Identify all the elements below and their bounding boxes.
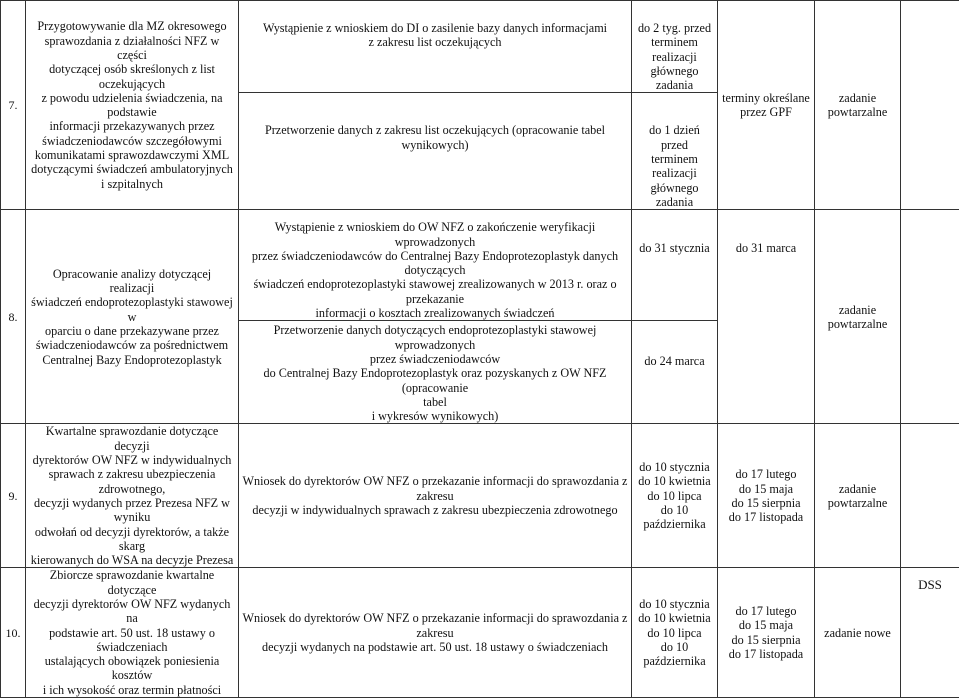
task-type: zadanie powtarzalne (815, 210, 901, 424)
main-deadline: terminy określane przez GPF (718, 1, 815, 210)
main-deadline: do 31 marca (718, 210, 815, 424)
row-number: 8. (1, 210, 26, 424)
task-deadline: do 10 stycznia do 10 kwietnia do 10 lipca do 10 października (632, 424, 718, 568)
task-type: zadanie nowe (815, 568, 901, 698)
task-scope: Zbiorcze sprawozdanie kwartalne dotyczące decyzji dyrektorów OW NFZ wydanych na podstawie art. 50 ust. 18 ustawy o świadczeniach ustalających obowiązek poniesienia kosztów i ich wysokość oraz termin płatności (26, 568, 239, 698)
table-row (1, 1, 959, 93)
row-number: 7. (1, 1, 26, 210)
task-scope: Opracowanie analizy dotyczącej realizacji świadczeń endoprotezoplastyki stawowej w oparciu o dane przekazywane przez świadczeniodawców za pośrednictwem Centralnej Bazy Endoprotezoplastyk (26, 210, 239, 424)
table-row (1, 424, 959, 568)
task-scope: Przygotowywanie dla MZ okresowego sprawozdania z działalności NFZ w części dotyczącej osób skreślonych z list oczekujących z powodu udzielenia świadczenia, na podstawie informacji przekazywanych przez świadczeniodawców szczegółowymi komunikatami sprawozdawczymi XML dotyczącymi świadczeń ambulatoryjnych i szpitalnych (26, 1, 239, 210)
table-row (1, 210, 959, 321)
task-deadline-1: do 2 tyg. przed terminem realizacji głównego zadania (632, 1, 718, 93)
task-action-2: Przetworzenie danych z zakresu list oczekujących (opracowanie tabel wynikowych) (239, 93, 632, 210)
row-number: 10. (1, 568, 26, 698)
responsible-unit (901, 210, 959, 424)
task-deadline-2: do 1 dzień przed terminem realizacji głównego zadania (632, 93, 718, 210)
main-deadline: do 17 lutego do 15 maja do 15 sierpnia do 17 listopada (718, 568, 815, 698)
main-deadline: do 17 lutego do 15 maja do 15 sierpnia do 17 listopada (718, 424, 815, 568)
task-deadline-2: do 24 marca (632, 321, 718, 424)
task-action-1: Wystąpienie z wnioskiem do OW NFZ o zakończenie weryfikacji wprowadzonych przez świadczeniodawców do Centralnej Bazy Endoprotezoplastyk danych dotyczących świadczeń endoprotezoplastyki stawowej zrealizowanych w 2013 r. oraz o przekazanie informacji o kosztach zrealizowanych świadczeń (239, 210, 632, 321)
task-action: Wniosek do dyrektorów OW NFZ o przekazanie informacji do sprawozdania z zakresu decyzji w indywidualnych sprawach z zakresu ubezpieczenia zdrowotnego (239, 424, 632, 568)
task-scope: Kwartalne sprawozdanie dotyczące decyzji dyrektorów OW NFZ w indywidualnych sprawach z zakresu ubezpieczenia zdrowotnego, decyzji wydanych przez Prezesa NFZ w wyniku odwołań od decyzji dyrektorów, a także skarg kierowanych do WSA na decyzje Prezesa (26, 424, 239, 568)
responsible-unit (901, 1, 959, 210)
task-deadline: do 10 stycznia do 10 kwietnia do 10 lipca do 10 października (632, 568, 718, 698)
row-number: 9. (1, 424, 26, 568)
task-action-1: Wystąpienie z wnioskiem do DI o zasilenie bazy danych informacjami z zakresu list oczekujących (239, 1, 632, 93)
task-deadline-1: do 31 stycznia (632, 210, 718, 321)
task-type: zadanie powtarzalne (815, 424, 901, 568)
responsible-unit: DSS (901, 568, 959, 698)
task-type: zadanie powtarzalne (815, 1, 901, 210)
task-action: Wniosek do dyrektorów OW NFZ o przekazanie informacji do sprawozdania z zakresu decyzji wydanych na podstawie art. 50 ust. 18 ustawy o świadczeniach (239, 568, 632, 698)
responsible-unit (901, 424, 959, 568)
task-action-2: Przetworzenie danych dotyczących endoprotezoplastyki stawowej wprowadzonych przez świadczeniodawców do Centralnej Bazy Endoprotezoplastyk oraz pozyskanych z OW NFZ (opracowanie tabel i wykresów wynikowych) (239, 321, 632, 424)
table-row (1, 568, 959, 698)
